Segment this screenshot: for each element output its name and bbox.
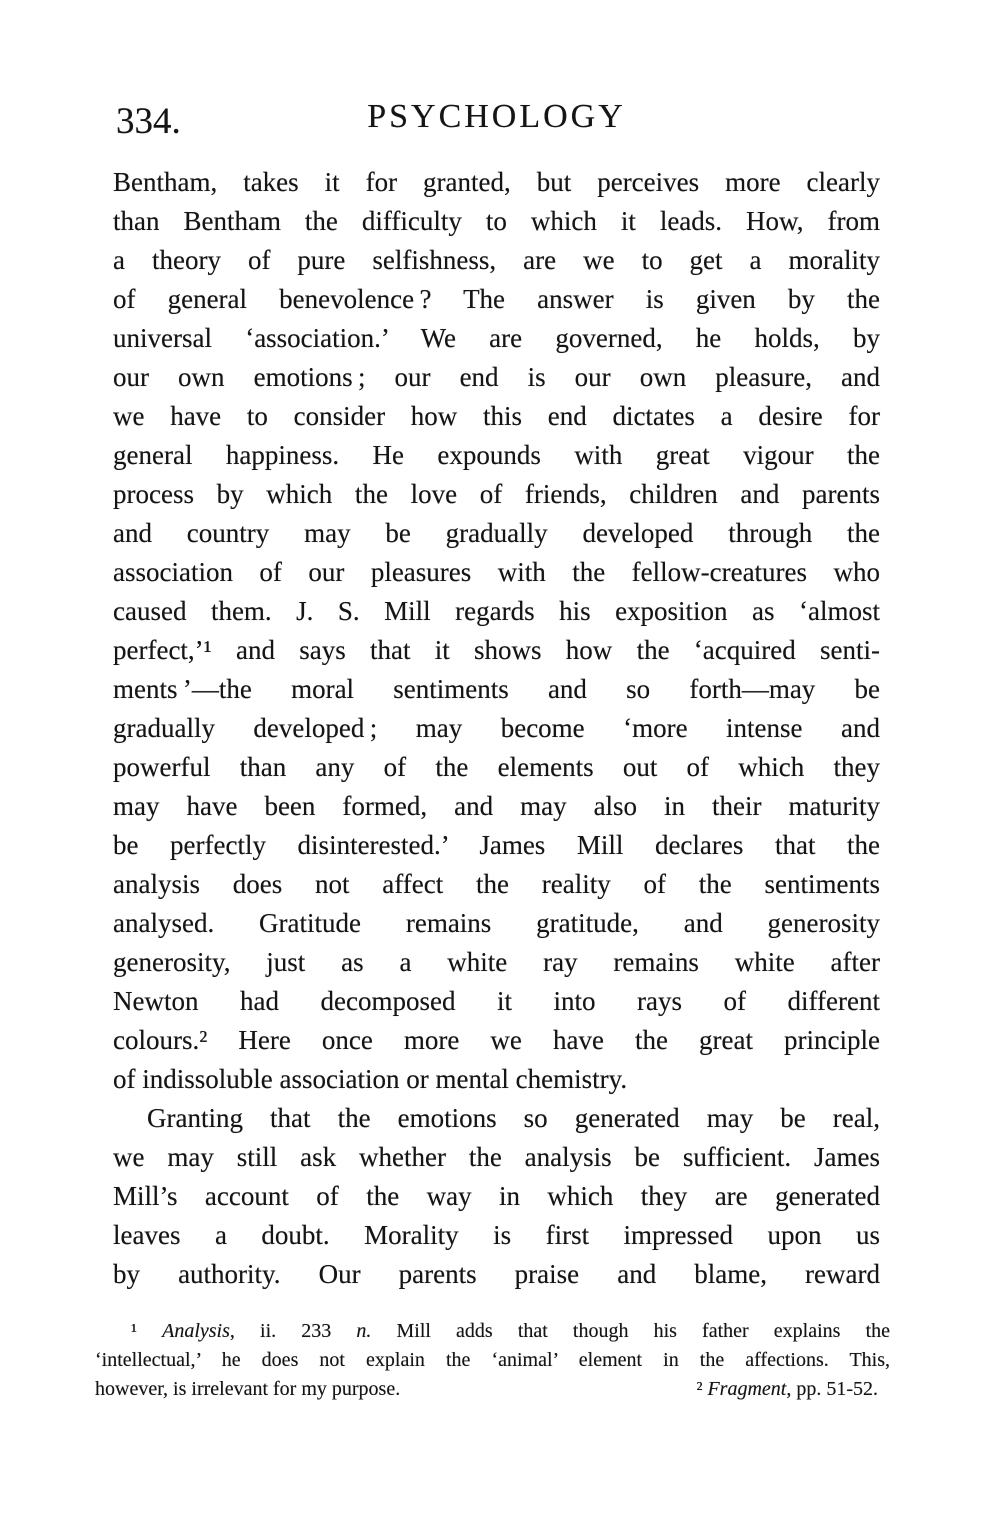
body-line: gradually developed ; may become ‘more intense and bbox=[113, 713, 880, 743]
body-line: universal ‘association.’ We are governed, he holds, by bbox=[113, 323, 880, 353]
footnote-marker: ² bbox=[696, 1378, 708, 1400]
body-line: Bentham, takes it for granted, but perceives more clearly bbox=[113, 167, 880, 197]
body-line: process by which the love of friends, children and parents bbox=[113, 479, 880, 509]
footnote-note-abbrev: n. bbox=[356, 1320, 372, 1342]
body-line: analysed. Gratitude remains gratitude, and generosity bbox=[113, 908, 880, 938]
body-line: of general benevolence ? The answer is given by the bbox=[113, 284, 880, 314]
body-line: a theory of pure selfishness, are we to get a morality bbox=[113, 245, 880, 275]
body-line: than Bentham the difficulty to which it leads. How, from bbox=[113, 206, 880, 236]
body-line: we may still ask whether the analysis be sufficient. James bbox=[113, 1142, 880, 1172]
body-line: we have to consider how this end dictates a desire for bbox=[113, 401, 880, 431]
body-line: perfect,’¹ and says that it shows how the ‘acquired senti- bbox=[113, 635, 880, 665]
footnote-text: however, is irrelevant for my purpose. bbox=[95, 1378, 401, 1400]
footnote-marker: ¹ bbox=[131, 1320, 163, 1342]
body-line: may have been formed, and may also in their maturity bbox=[113, 791, 880, 821]
page-number: 334. bbox=[116, 101, 181, 142]
footnote-work-title: Analysis bbox=[162, 1320, 230, 1342]
body-line: by authority. Our parents praise and blame, reward bbox=[113, 1259, 880, 1289]
body-line: colours.² Here once more we have the great principle bbox=[113, 1025, 880, 1055]
body-line: association of our pleasures with the fellow-creatures who bbox=[113, 557, 880, 587]
footnote-2 bbox=[696, 1375, 890, 1404]
footnote-line bbox=[95, 1317, 890, 1346]
footnote-line bbox=[95, 1375, 890, 1404]
footnote-work-title: Fragment bbox=[707, 1378, 787, 1400]
footnote-ref: , ii. 233 bbox=[229, 1320, 357, 1342]
footnote-line: ‘intellectual,’ he does not explain the ‘animal’ element in the affections. This, bbox=[95, 1349, 890, 1371]
body-line: analysis does not affect the reality of the sentiments bbox=[113, 869, 880, 899]
body-line: general happiness. He expounds with great vigour the bbox=[113, 440, 880, 470]
running-title: PSYCHOLOGY bbox=[367, 98, 626, 135]
body-line: and country may be gradually developed through the bbox=[113, 518, 880, 548]
body-line: generosity, just as a white ray remains white after bbox=[113, 947, 880, 977]
body-line: Granting that the emotions so generated may be real, bbox=[147, 1103, 880, 1133]
body-line: leaves a doubt. Morality is first impressed upon us bbox=[113, 1220, 880, 1250]
body-line: caused them. J. S. Mill regards his exposition as ‘almost bbox=[113, 596, 880, 626]
body-line: ments ’—the moral sentiments and so forth—may be bbox=[113, 674, 880, 704]
body-text bbox=[113, 163, 880, 1294]
body-line: Mill’s account of the way in which they are generated bbox=[113, 1181, 880, 1211]
footnote-text: Mill adds that though his father explains the bbox=[371, 1320, 891, 1342]
footnote-ref: , pp. 51-52. bbox=[786, 1378, 878, 1400]
body-line: of indissoluble association or mental chemistry. bbox=[113, 1064, 628, 1094]
body-line: be perfectly disinterested.’ James Mill declares that the bbox=[113, 830, 880, 860]
footnotes bbox=[95, 1317, 890, 1404]
body-line: our own emotions ; our end is our own pleasure, and bbox=[113, 362, 880, 392]
body-line: powerful than any of the elements out of which they bbox=[113, 752, 880, 782]
body-line: Newton had decomposed it into rays of different bbox=[113, 986, 880, 1016]
